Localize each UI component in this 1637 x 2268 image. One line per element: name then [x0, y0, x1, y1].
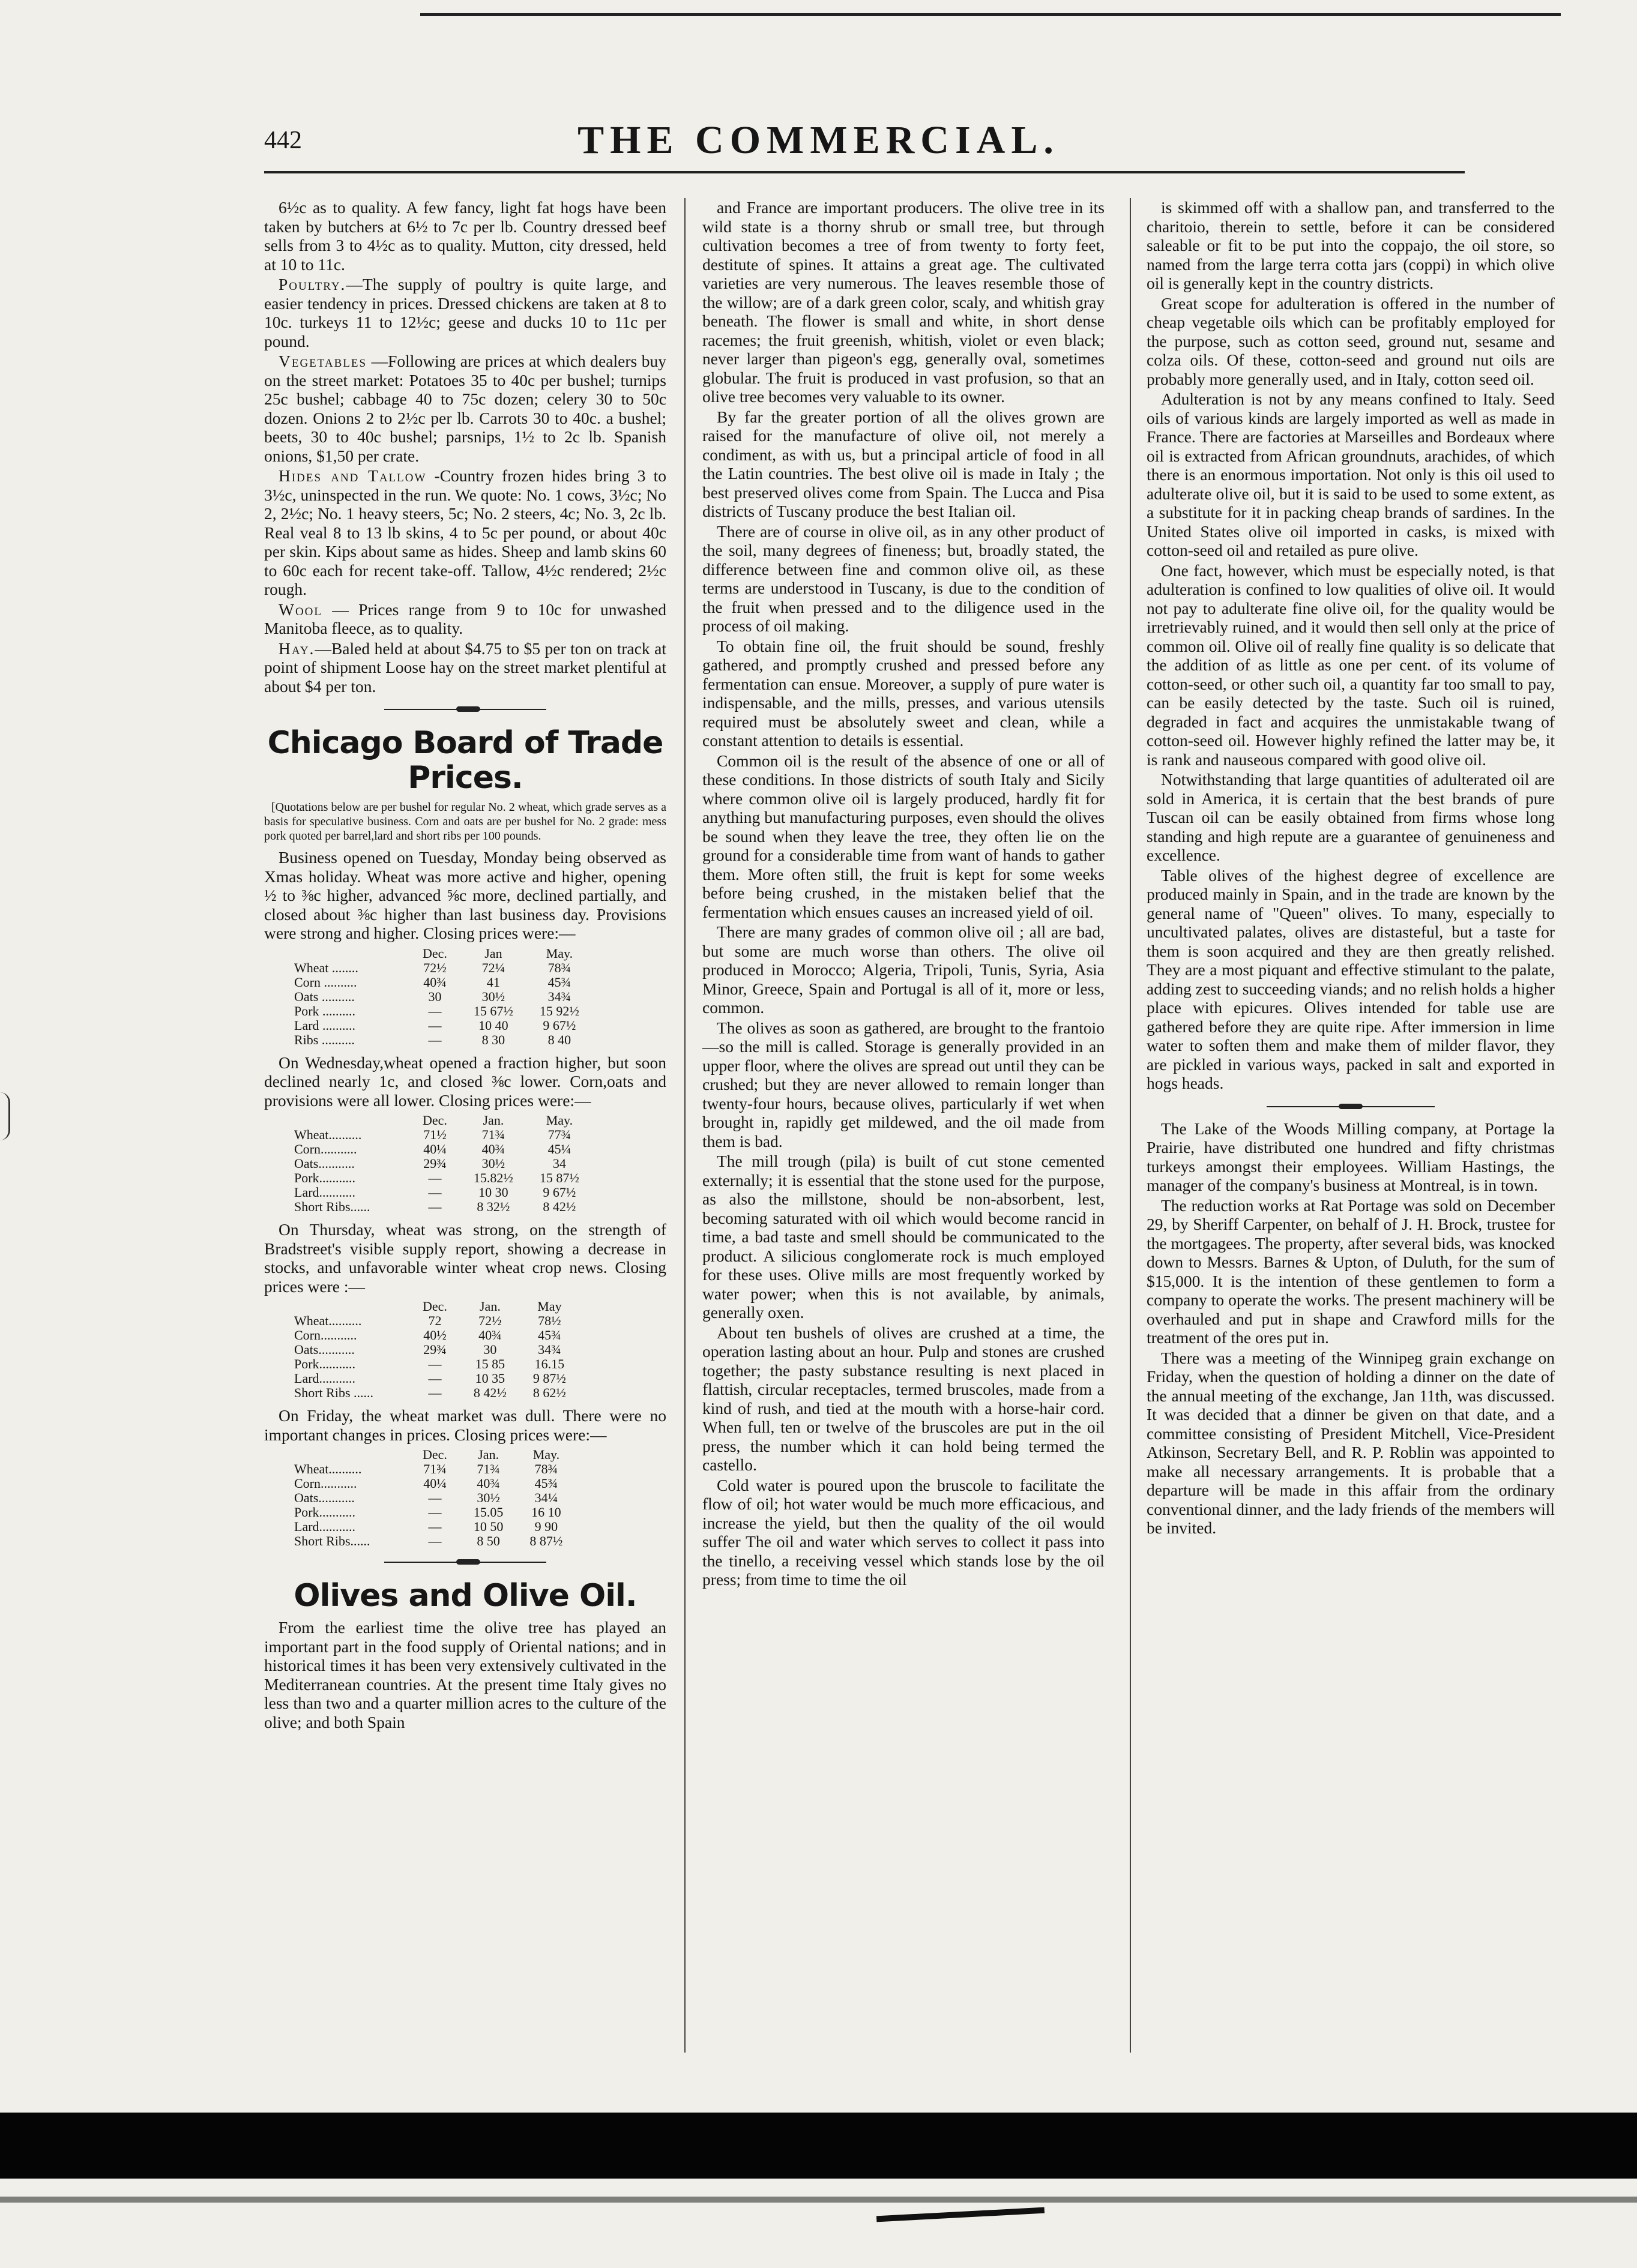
masthead: THE COMMERCIAL.: [577, 118, 1060, 162]
scan-mark: [876, 2207, 1045, 2222]
paragraph: There are of course in olive oil, as in any other product of the soil, many degrees of fineness; but, broadly stated, the difference between fine and common olive oil, as these terms are understood in Tuscany, is due to the condition of the fruit when pressed and to the diligence used in the process of oil making.: [702, 522, 1105, 635]
column-header: [294, 946, 409, 961]
column-header: Dec.: [423, 1299, 447, 1314]
section-lead: Poultry.: [279, 275, 346, 293]
table-header-row: [294, 1448, 576, 1462]
price-cell: 30½: [481, 988, 505, 1004]
column-header: Jan: [484, 945, 502, 961]
section-lead: Hay.: [279, 639, 315, 658]
price-cell: 15 85: [475, 1356, 505, 1371]
price-cell: —: [428, 1017, 442, 1033]
price-cell: —: [428, 1356, 442, 1371]
commodity-label: Ribs ..........: [294, 1032, 355, 1047]
paragraph: About ten bushels of olives are crushed at a time, the operation lasting about an hour. Pulp and stones are crushed together; the pasty substance resulting is next placed in flattish, circular receptacles, termed bruscoles, made from a kind of rush, and tied at the mouth with a horse-hair cord. When full, ten or twelve of the bruscoles are put in the oil press, the number which it can hold being termed the castello.: [702, 1323, 1105, 1474]
paragraph: On Friday, the wheat market was dull. There were no important changes in prices. Closing prices were:—: [264, 1406, 666, 1444]
price-cell: —: [428, 1385, 442, 1400]
commodity-label: Short Ribs......: [294, 1533, 370, 1548]
price-cell: 40¼: [423, 1142, 447, 1157]
price-cell: 10 35: [475, 1371, 505, 1386]
paragraph: and France are important producers. The olive tree in its wild state is a thorny shrub or small tree, but through cultivation becomes a tree of from twenty to forty feet, destitute of spines. It attains a great age. The cultivated varieties are very numerous. The leaves resemble those of the willow; are of a dark green color, scaly, and whitish gray beneath. The flower is small and white, in short dense racemes; the fruit greenish, whitish, violet or even black; never larger than pigeon's egg, generally oval, sometimes globular. The fruit is produced in vast profusion, so that an olive tree becomes very valuable to its owner.: [702, 198, 1105, 406]
commodity-label: Lard...........: [294, 1371, 356, 1386]
price-cell: 15 87½: [539, 1170, 579, 1185]
column-3: [1147, 198, 1555, 1539]
price-table: [294, 1299, 579, 1400]
price-cell: 34¾: [538, 1342, 561, 1357]
price-cell: 34: [552, 1156, 566, 1171]
price-cell: —: [428, 1490, 442, 1505]
commodity-label: Corn ..........: [294, 974, 357, 990]
wool-paragraph: [264, 600, 666, 638]
price-cell: 78½: [538, 1313, 561, 1328]
price-cell: 40¾: [477, 1476, 500, 1491]
price-cell: 45¾: [534, 1476, 558, 1491]
price-cell: 8 42½: [543, 1199, 576, 1214]
price-cell: 8 42½: [473, 1385, 507, 1400]
paragraph: Notwithstanding that large quantities of adulterated oil are sold in America, it is certain that the best brands of pure Tuscan oil can be easily obtained from firms whose long standing and high repute are a guarantee of genuineness and excellence.: [1147, 770, 1555, 864]
price-cell: 9 67½: [543, 1185, 576, 1200]
table-row: [294, 961, 592, 975]
price-cell: 40¾: [481, 1142, 505, 1157]
page-edge-mark: [0, 1092, 10, 1140]
commodity-label: Wheat..........: [294, 1313, 362, 1328]
table-header-row: [294, 1299, 579, 1314]
table-row: [294, 1462, 576, 1476]
table-row: [294, 975, 592, 990]
commodity-label: Short Ribs ......: [294, 1385, 374, 1400]
price-cell: 71¾: [481, 1127, 505, 1142]
price-cell: 72: [428, 1313, 442, 1328]
price-cell: 45¼: [547, 1142, 571, 1157]
price-cell: 10 40: [478, 1017, 508, 1033]
column-header: Jan.: [483, 1113, 504, 1128]
column-header: Jan.: [478, 1447, 499, 1462]
vegetables-paragraph: [264, 352, 666, 465]
hay-paragraph: [264, 639, 666, 696]
table-row: [294, 1357, 579, 1371]
price-cell: —: [428, 1185, 442, 1200]
column-divider: [684, 198, 686, 2053]
table-row: [294, 1476, 576, 1491]
column-header: May.: [546, 945, 573, 961]
commodity-label: Oats...........: [294, 1156, 355, 1171]
price-cell: 72½: [423, 960, 447, 975]
page-number: 442: [264, 127, 302, 154]
column-header: [294, 1113, 409, 1128]
price-cell: —: [428, 1519, 442, 1534]
price-cell: —: [428, 1170, 442, 1185]
price-cell: 40¼: [423, 1476, 447, 1491]
paragraph: The olives as soon as gathered, are brought to the frantoio—so the mill is called. Storage is generally provided in an upper floor, where the olives are spread out until they can be crushed; but they are never allowed to remain longer than twenty-four hours, because olives, particularly if wet when brought in, rapidly get mildewed, and the oil made from them is bad.: [702, 1018, 1105, 1151]
commodity-label: Oats ..........: [294, 988, 355, 1004]
price-cell: —: [428, 1199, 442, 1214]
section-separator: [1147, 1101, 1555, 1111]
price-table: [294, 1448, 576, 1548]
column-header: Jan.: [480, 1299, 501, 1314]
table-row: [294, 1157, 592, 1171]
commodity-label: Lard ..........: [294, 1017, 356, 1033]
price-cell: 16 10: [531, 1505, 561, 1520]
paragraph-text: — Prices range from 9 to 10c for unwashed Manitoba fleece, as to quality.: [264, 600, 666, 637]
column-header: Dec.: [423, 945, 447, 961]
header-rule: [264, 171, 1465, 173]
price-cell: 45¾: [538, 1328, 561, 1343]
paragraph: There are many grades of common olive oil ; all are bad, but some are much worse than others. The olive oil produced in Morocco; Algeria, Tripoli, Tunis, Syria, Asia Minor, Greece, Spain and Portugal is all of it, more or less, common.: [702, 922, 1105, 1017]
price-cell: 8 62½: [532, 1385, 566, 1400]
paragraph: There was a meeting of the Winnipeg grain exchange on Friday, when the question of holding a dinner on the date of the annual meeting of the exchange, Jan 11th, was discussed. It was decided that a dinner be given on that date, and a committee consisting of President Mitchell, Vice-President Atkinson, Secretary Bell, and R. P. Roblin was appointed to make all necessary arrangements. It is probable that a departure will be made in this affair from the ordinary conventional dinner, and the lady friends of the members will be invited.: [1147, 1348, 1555, 1537]
price-cell: 72¼: [481, 960, 505, 975]
price-cell: 30½: [477, 1490, 500, 1505]
price-cell: 30: [428, 988, 442, 1004]
scan-dark-strip: [0, 2113, 1637, 2179]
price-cell: 45¾: [547, 974, 571, 990]
price-table: [294, 1113, 592, 1214]
table-row: [294, 1142, 592, 1157]
table-row: [294, 1185, 592, 1200]
commodity-label: Short Ribs......: [294, 1199, 370, 1214]
price-cell: 9 87½: [532, 1371, 566, 1386]
chicago-heading: Chicago Board of Trade Prices.: [267, 725, 663, 796]
paragraph-text: —The supply of poultry is quite large, and easier tendency in prices. Dressed chickens are taken at 8 to 10c. turkeys 11 to 12½c; geese and ducks 10 to 11c per pound.: [264, 275, 666, 350]
section-lead: Vegetables: [279, 352, 367, 370]
price-cell: 71¾: [423, 1461, 447, 1476]
paragraph: Business opened on Tuesday, Monday being observed as Xmas holiday. Wheat was more active and higher, opening ½ to ⅜c higher, advanced ⅝c more, declined partially, and closed about ⅜c higher than last business day. Provisions were strong and higher. Closing prices were:—: [264, 848, 666, 942]
table-row: [294, 1371, 579, 1386]
commodity-label: Pork...........: [294, 1170, 356, 1185]
price-cell: 71¾: [477, 1461, 500, 1476]
price-cell: 34¼: [534, 1490, 558, 1505]
paragraph-text: —Following are prices at which dealers buy on the street market: Potatoes 35 to 40c per bushel; turnips 25c bushel; cabbage 40 to 75c dozen; celery 30 to 50c dozen. Onions 2 to 2½c per lb. Carrots 30 to 40c. a bushel; beets, 30 to 40c bushel; parsnips, 1½ to 2c lb. Spanish onions, $1,50 per crate.: [264, 352, 666, 465]
table-row: [294, 1534, 576, 1548]
table-row: [294, 1200, 592, 1214]
price-cell: 29¾: [423, 1342, 447, 1357]
price-cell: 40½: [423, 1328, 447, 1343]
price-cell: 77¾: [547, 1127, 571, 1142]
price-cell: —: [428, 1505, 442, 1520]
price-cell: 9 67½: [543, 1017, 576, 1033]
price-cell: 34¾: [547, 988, 571, 1004]
commodity-label: Corn...........: [294, 1328, 357, 1343]
commodity-label: Lard...........: [294, 1185, 356, 1200]
commodity-label: Wheat..........: [294, 1461, 362, 1476]
price-cell: 41: [486, 974, 500, 990]
commodity-label: Wheat..........: [294, 1127, 362, 1142]
price-cell: —: [428, 1533, 442, 1548]
table-row: [294, 1520, 576, 1534]
commodity-label: Wheat ........: [294, 960, 358, 975]
price-cell: 78¾: [534, 1461, 558, 1476]
paragraph: Common oil is the result of the absence of one or all of these conditions. In those districts of south Italy and Sicily where common olive oil is largely produced, hardly fit for anything but manufacturing purposes, even should the olives be sound when they leave the tree, they often lie on the ground for a considerable time from want of hands to gather them. More often still, the fruit is kept for some weeks before being crushed, in the mistaken belief that the fermentation which ensues causes an increased yield of oil.: [702, 751, 1105, 921]
price-cell: 10 30: [478, 1185, 508, 1200]
price-cell: 71½: [423, 1127, 447, 1142]
price-cell: 30: [483, 1342, 497, 1357]
price-table: [294, 946, 592, 1047]
column-2: [702, 198, 1105, 1590]
table-row: [294, 1386, 579, 1400]
price-cell: 8 32½: [477, 1199, 510, 1214]
column-header: May.: [546, 1113, 573, 1128]
paragraph-text: -Country frozen hides bring 3 to 3½c, uninspected in the run. We quote: No. 1 cows, 3½c; No 2, 2½c; No. 1 heavy steers, 5c; No. 2 steers, 4c; No. 3, 2c lb. Real veal 8 to 13 lb skins, 4 to 5c per pound, or about 40c per skin. Kips about same as hides. Sheep and lamb skins 60 to 60c each for recent take-off. Tallow, 4½c rendered; 2½c rough.: [264, 466, 667, 598]
table-header-row: [294, 946, 592, 961]
top-rule: [420, 13, 1561, 16]
paragraph: By far the greater portion of all the olives grown are raised for the manufacture of olive oil, not merely a condiment, as with us, but a principal article of food in all the Latin countries. The best olive oil is made in Italy ; the best preserved olives come from Spain. The Lucca and Pisa districts of Tuscany produce the best Italian oil.: [702, 407, 1105, 520]
paragraph: The Lake of the Woods Milling company, at Portage la Prairie, have distributed one hundred and fifty christmas turkeys amongst their employees. William Hastings, the manager of the company's business at Montreal, is in town.: [1147, 1119, 1555, 1194]
price-cell: —: [428, 1003, 442, 1018]
commodity-label: Corn...........: [294, 1142, 357, 1157]
section-lead: Wool: [279, 600, 323, 619]
paragraph: 6½c as to quality. A few fancy, light fat hogs have been taken by butchers at 6½ to 7c per lb. Country dressed beef sells from 3 to 4½c as to quality. Mutton, city dressed, held at 10 to 11c.: [264, 198, 666, 274]
table-row: [294, 1505, 576, 1520]
column-header: May: [537, 1299, 562, 1314]
table-row: [294, 1314, 579, 1328]
column-header: Dec.: [423, 1447, 447, 1462]
column-header: [294, 1299, 409, 1314]
commodity-label: Pork ..........: [294, 1003, 356, 1018]
olives-heading: Olives and Olive Oil.: [294, 1578, 637, 1614]
price-cell: 15.82½: [473, 1170, 513, 1185]
paragraph: To obtain fine oil, the fruit should be sound, freshly gathered, and promptly crushed and pressed before any fermentation can ensue. Moreover, a supply of pure water is indispensable, and the mills, presses, and various utensils required must be absolutely sweet and clean, while a constant attention to details is essential.: [702, 636, 1105, 750]
paragraph: Great scope for adulteration is offered in the number of cheap vegetable oils which can be profitably employed for the purpose, such as cotton seed, ground nut, sesame and colza oils. Of these, cotton-seed and ground nut oils are probably more generally used, and in Italy, cotton seed oil.: [1147, 293, 1555, 388]
paragraph: Table olives of the highest degree of excellence are produced mainly in Spain, and in the trade are known by the general name of "Queen" olives. To many, especially to uncultivated palates, olives are distasteful, but a taste for them is soon acquired and they are then greatly relished. They are a most piquant and effective stimulant to the palate, adding zest to succeeding viands; and no relish holds a higher place with epicures. Olives intended for table use are gathered before they are quite ripe. After immersion in lime water to soften them and make them of milder flavor, they are pickled in various ways, packed in salt and exported in hogs heads.: [1147, 865, 1555, 1092]
paragraph: One fact, however, which must be especially noted, is that adulteration is confined to low qualities of olive oil. It would not pay to adulterate fine olive oil, for the quality would be irretrievably ruined, and it would then sell only at the price of common oil. Olive oil of really fine quality is so delicate that the addition of as little as one per cent. of its volume of cotton-seed, or other such oil, a quantity far too small to pay, can be easily detected by the taste. Such oil is ruined, degraded in fact and acquires the unmistakable twang of cotton-seed oil. However highly refined the latter may be, it is rank and nauseous compared with good olive oil.: [1147, 561, 1555, 769]
price-cell: 8 40: [547, 1032, 571, 1047]
price-cell: 40¾: [423, 974, 447, 990]
column-header: [294, 1448, 409, 1462]
column-header: Dec.: [423, 1113, 447, 1128]
price-cell: 10 50: [473, 1519, 504, 1534]
commodity-label: Oats...........: [294, 1490, 355, 1505]
price-cell: 15 67½: [473, 1003, 513, 1018]
poultry-paragraph: [264, 275, 666, 350]
table-row: [294, 1018, 592, 1033]
commodity-label: Pork...........: [294, 1356, 356, 1371]
paragraph: On Thursday, wheat was strong, on the strength of Bradstreet's visible supply report, showing a decrease in stocks, and unfavorable winter wheat crop news. Closing prices were :—: [264, 1220, 666, 1296]
price-cell: 29¾: [423, 1156, 447, 1171]
paragraph: Cold water is poured upon the bruscole to facilitate the flow of oil; hot water would be much more efficacious, and increase the yield, but then the quality of the oil would suffer The oil and water which serves to collect it pass into the tinello, a receiving vessel which stands lose by the oil press; from time to time the oil: [702, 1475, 1105, 1589]
price-cell: —: [428, 1371, 442, 1386]
paragraph: Adulteration is not by any means confined to Italy. Seed oils of various kinds are largely imported as well as made in France. There are factories at Marseilles and Bordeaux where oil is extracted from African groundnuts, arachides, of which there is an enormous importation. Not only is this oil used to adulterate olive oil, but it is said to be used to some extent, as a substitute for it in packing cheap brands of sardines. In the United States olive oil imported in casks, is mixed with cotton-seed oil and retailed as pure olive.: [1147, 390, 1555, 559]
price-cell: 8 50: [477, 1533, 500, 1548]
section-separator: [264, 704, 666, 714]
column-divider: [1130, 198, 1131, 2053]
paragraph-text: —Baled held at about $4.75 to $5 per ton on track at point of shipment Loose hay on the street market plentiful at about $4 per ton.: [264, 639, 666, 696]
table-row: [294, 990, 592, 1004]
price-cell: 78¾: [547, 960, 571, 975]
price-cell: 9 90: [534, 1519, 558, 1534]
table-row: [294, 1491, 576, 1505]
commodity-label: Oats...........: [294, 1342, 355, 1357]
paragraph: On Wednesday,wheat opened a fraction higher, but soon declined nearly 1c, and closed ⅜c lower. Corn,oats and provisions were all lower. Closing prices were:—: [264, 1053, 666, 1110]
price-cell: 15.05: [473, 1505, 504, 1520]
commodity-label: Corn...........: [294, 1476, 357, 1491]
table-row: [294, 1343, 579, 1357]
price-cell: 30½: [481, 1156, 505, 1171]
price-cell: 8 87½: [529, 1533, 563, 1548]
section-separator: [264, 1557, 666, 1566]
table-row: [294, 1171, 592, 1185]
table-row: [294, 1004, 592, 1018]
price-cell: 40¾: [478, 1328, 502, 1343]
price-cell: —: [428, 1032, 442, 1047]
column-1: [264, 198, 666, 1733]
price-cell: 8 30: [481, 1032, 505, 1047]
quotation-note: [Quotations below are per bushel for regular No. 2 wheat, which grade serves as a basis for speculative business. Corn and oats are per bushel for No. 2 grade: mess pork quoted per barrel,lard and short ribs per 100 pounds.: [264, 801, 666, 843]
hides-paragraph: [264, 466, 666, 599]
paragraph: is skimmed off with a shallow pan, and transferred to the charitoio, therein to settle, before it can be considered saleable or fit to be put into the coppajo, the oil store, so named from the large terra cotta jars (coppi) in which olive oil is generally kept in the country districts.: [1147, 198, 1555, 292]
scan-bottom-band: [0, 2101, 1637, 2268]
table-row: [294, 1328, 579, 1343]
commodity-label: Lard...........: [294, 1519, 356, 1534]
scan-shadow-strip: [0, 2197, 1637, 2203]
table-row: [294, 1033, 592, 1047]
table-header-row: [294, 1113, 592, 1128]
price-cell: 15 92½: [539, 1003, 579, 1018]
paragraph: The mill trough (pila) is built of cut stone cemented externally; it is essential that the stone used for the purpose, as also the millstone, should be non-absorbent, lest, becoming saturated with oil which would become rancid in time, a bad taste and smell should be communicated to the product. A silicious conglomerate rock is much employed for these uses. Olive mills are most frequently worked by water power; when this is not available, by animals, generally oxen.: [702, 1152, 1105, 1322]
table-row: [294, 1128, 592, 1142]
commodity-label: Pork...........: [294, 1505, 356, 1520]
price-cell: 16.15: [534, 1356, 565, 1371]
paragraph: The reduction works at Rat Portage was sold on December 29, by Sheriff Carpenter, on behalf of J. H. Brock, trustee for the mortgagees. The property, after several bids, was knocked down to Messrs. Barnes & Upton, of Duluth, for the sum of $15,000. It is the intention of these gentlemen to form a company to operate the works. The present machinery will be overhauled and put in shape and Crawford mills for the treatment of the ores put in.: [1147, 1196, 1555, 1347]
price-cell: 72½: [478, 1313, 502, 1328]
section-lead: Hides and Tallow: [279, 466, 427, 485]
column-header: May.: [532, 1447, 560, 1462]
paragraph: From the earliest time the olive tree has played an important part in the food supply of Oriental nations; and in historical times it has been very extensively cultivated in the Mediterranean countries. At the present time Italy gives no less than two and a quarter million acres to the culture of the olive; and both Spain: [264, 1618, 666, 1731]
